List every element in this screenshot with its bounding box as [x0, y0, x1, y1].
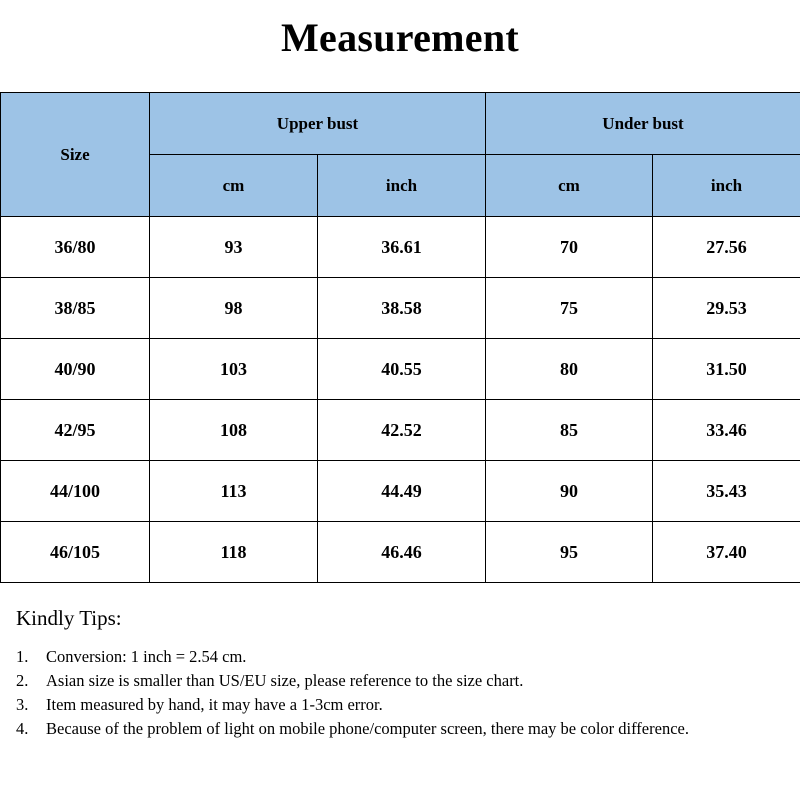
unit-header: inch	[653, 155, 800, 217]
tip-item	[16, 669, 786, 693]
table-cell: 95	[486, 522, 653, 583]
size-cell: 36/80	[1, 217, 150, 278]
tips-list	[16, 645, 786, 741]
table-cell: 29.53	[653, 278, 800, 339]
table-cell: 31.50	[653, 339, 800, 400]
tip-text: Item measured by hand, it may have a 1-3cm error.	[46, 695, 383, 714]
table-cell: 36.61	[318, 217, 486, 278]
tip-text: Because of the problem of light on mobile phone/computer screen, there may be color difference.	[46, 719, 689, 738]
table-row	[1, 461, 800, 522]
table-cell: 90	[486, 461, 653, 522]
page-title: Measurement	[280, 15, 520, 60]
table-row	[1, 217, 800, 278]
size-chart-table	[0, 92, 800, 583]
table-cell: 103	[150, 339, 318, 400]
table-cell: 75	[486, 278, 653, 339]
table-row	[1, 278, 800, 339]
table-cell: 27.56	[653, 217, 800, 278]
table-cell: 93	[150, 217, 318, 278]
size-cell: 46/105	[1, 522, 150, 583]
table-cell: 80	[486, 339, 653, 400]
tip-number: 1.	[16, 647, 29, 666]
kindly-tips	[16, 606, 786, 741]
table-cell: 118	[150, 522, 318, 583]
table-cell: 35.43	[653, 461, 800, 522]
table-row	[1, 400, 800, 461]
size-cell: 44/100	[1, 461, 150, 522]
table-cell: 46.46	[318, 522, 486, 583]
tip-text: Asian size is smaller than US/EU size, please reference to the size chart.	[46, 671, 524, 690]
tip-item	[16, 717, 786, 741]
table-row	[1, 339, 800, 400]
tip-text: Conversion: 1 inch = 2.54 cm.	[46, 647, 247, 666]
table-cell: 42.52	[318, 400, 486, 461]
tip-number: 4.	[16, 719, 29, 738]
tips-title: Kindly Tips:	[16, 606, 122, 630]
upper-bust-header: Upper bust	[150, 93, 486, 155]
table-cell: 108	[150, 400, 318, 461]
table-cell: 40.55	[318, 339, 486, 400]
table-cell: 85	[486, 400, 653, 461]
tip-number: 3.	[16, 695, 29, 714]
table-row	[1, 522, 800, 583]
size-cell: 38/85	[1, 278, 150, 339]
tip-item	[16, 693, 786, 717]
table-cell: 38.58	[318, 278, 486, 339]
tip-item	[16, 645, 786, 669]
table-cell: 98	[150, 278, 318, 339]
table-cell: 33.46	[653, 400, 800, 461]
size-header: Size	[1, 93, 150, 217]
table-cell: 37.40	[653, 522, 800, 583]
unit-header: cm	[150, 155, 318, 217]
table-cell: 44.49	[318, 461, 486, 522]
under-bust-header: Under bust	[486, 93, 800, 155]
table-cell: 70	[486, 217, 653, 278]
size-cell: 40/90	[1, 339, 150, 400]
tip-number: 2.	[16, 671, 29, 690]
size-cell: 42/95	[1, 400, 150, 461]
table-cell: 113	[150, 461, 318, 522]
unit-header: cm	[486, 155, 653, 217]
unit-header: inch	[318, 155, 486, 217]
